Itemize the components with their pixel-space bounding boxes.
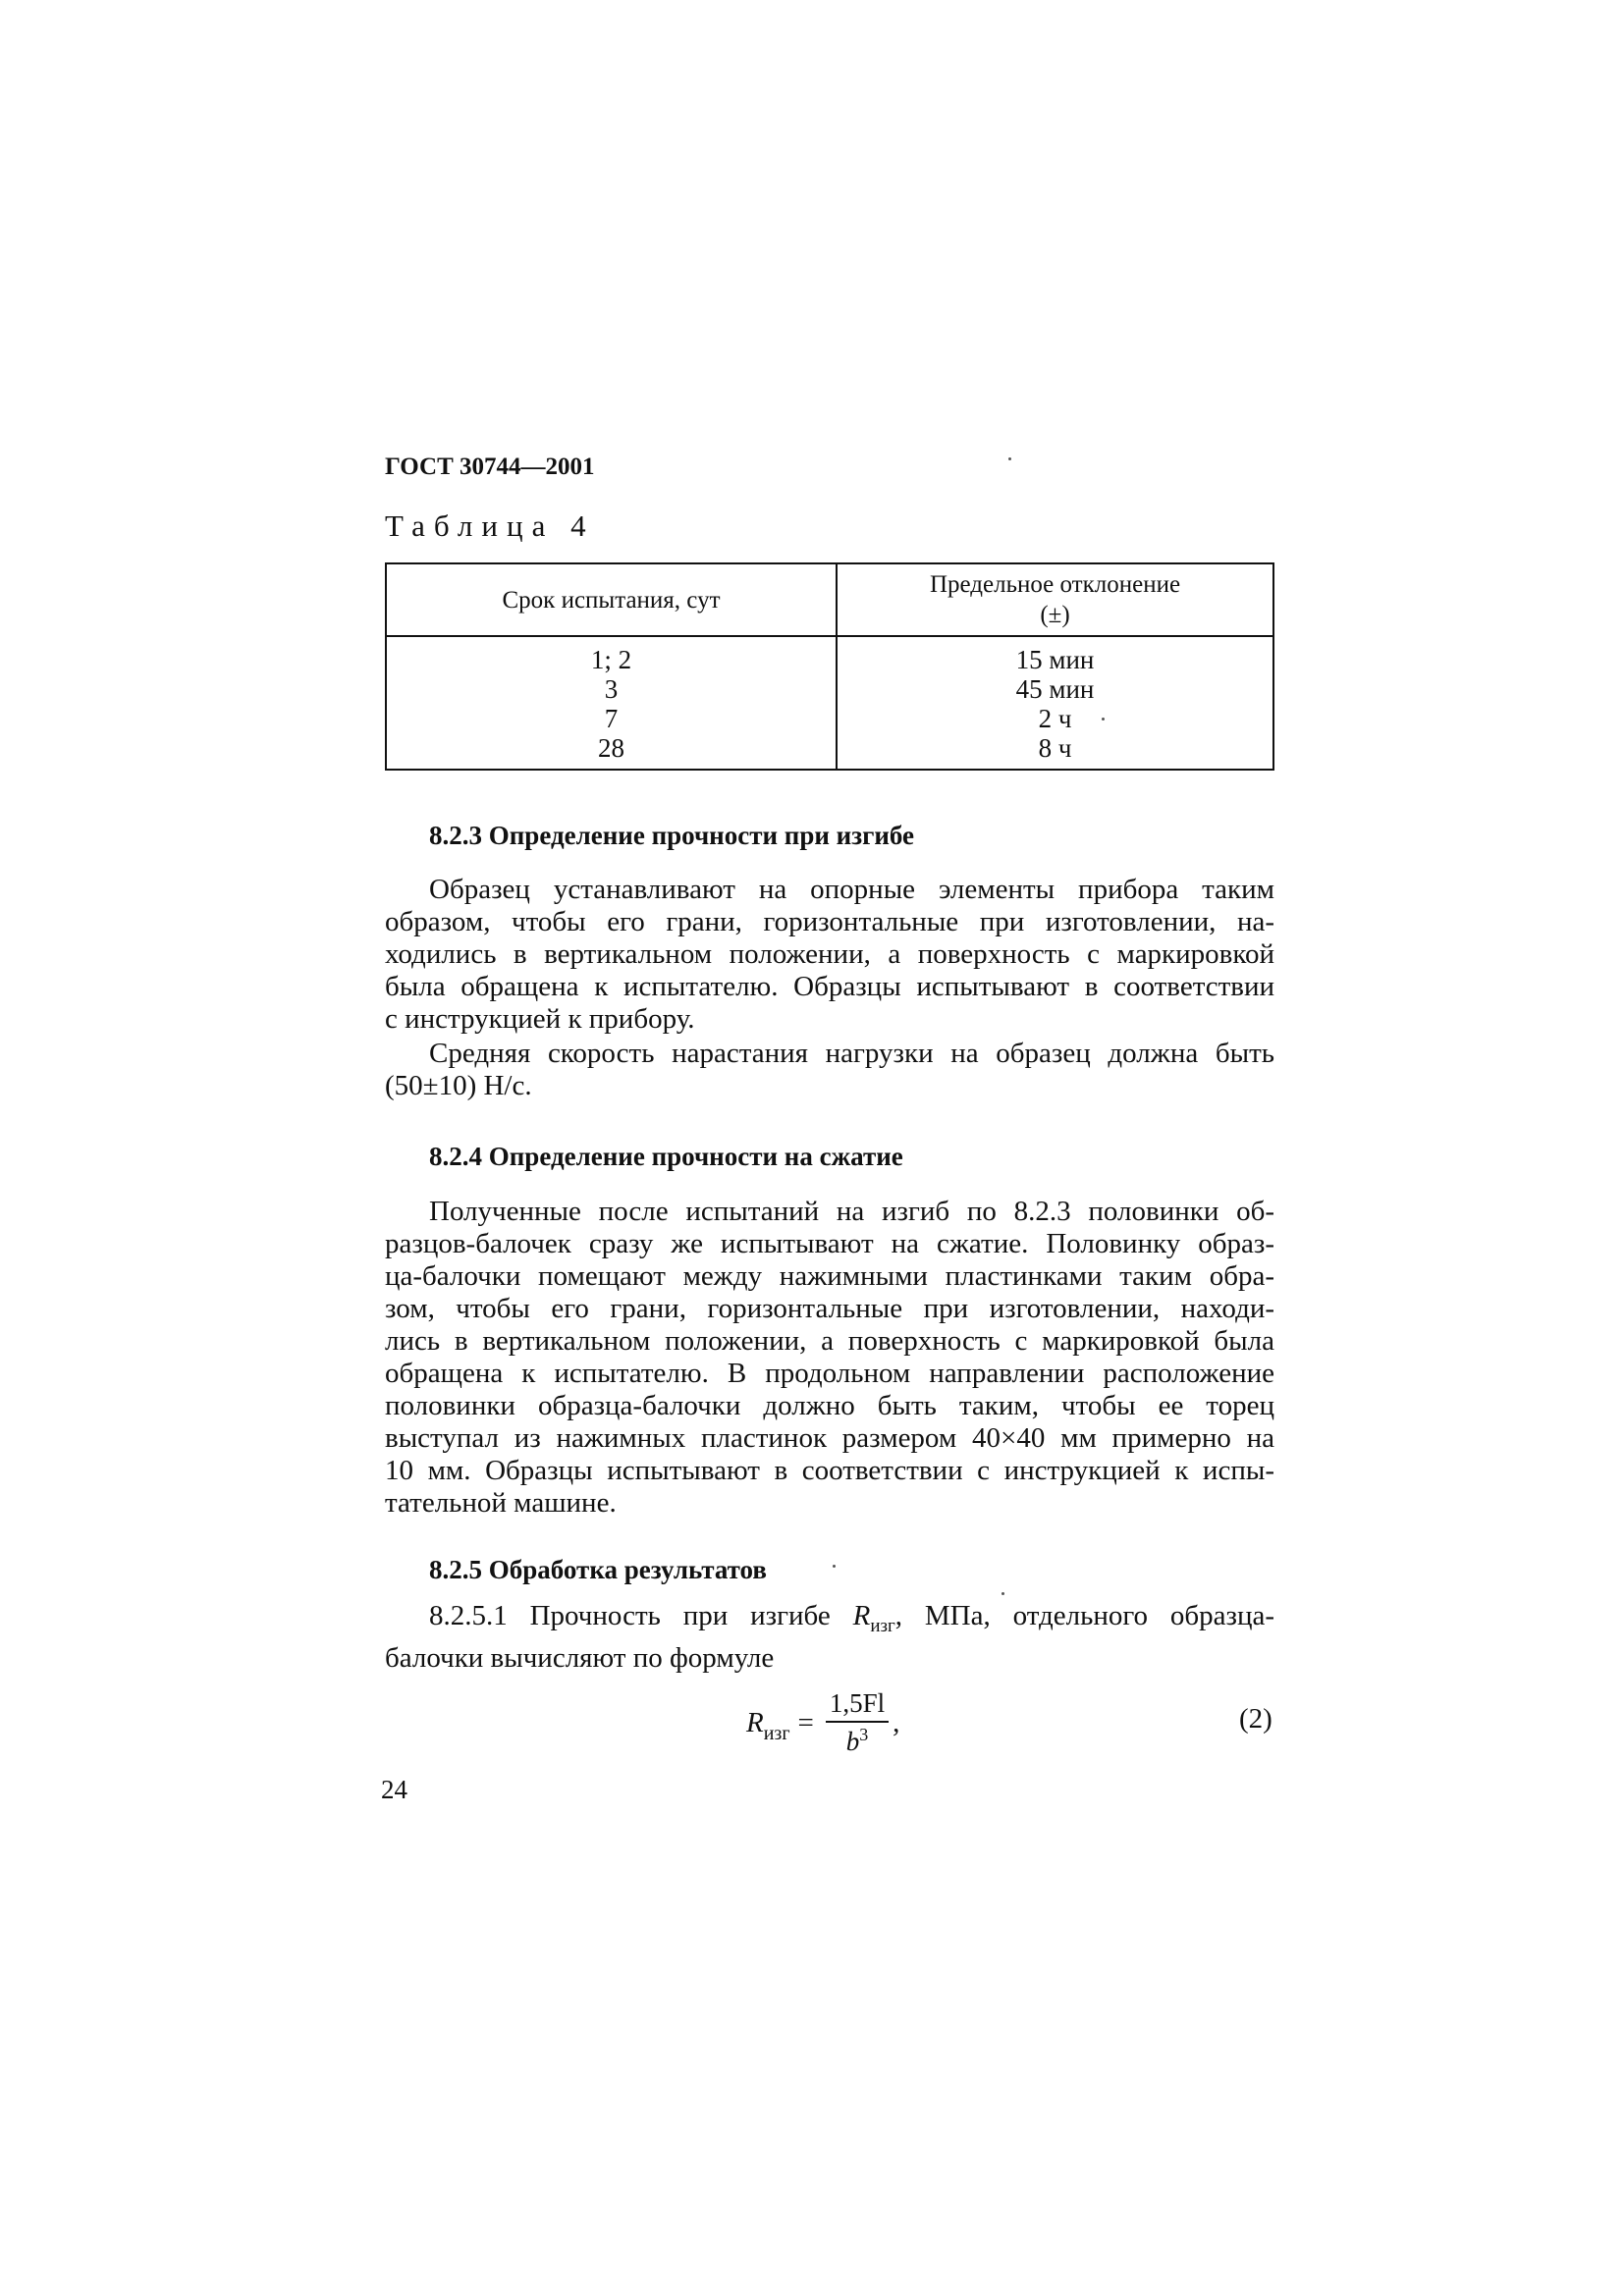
text-line: ца-балочки помещают между нажимными пластинками таким обра- [385, 1260, 1274, 1292]
page-number: 24 [381, 1775, 407, 1804]
text-line: 10 мм. Образцы испытывают в соответствии с инструкцией к испы- [385, 1455, 1274, 1486]
term-cell [386, 636, 837, 770]
formula-denominator-base: b [845, 1727, 860, 1756]
term-value: 1; 2 [590, 645, 632, 674]
deviation-value: 15 мин [1015, 645, 1095, 674]
deviation-cell [837, 636, 1273, 770]
text-line: (50±10) Н/с. [385, 1070, 532, 1101]
section-heading-8-2-5: 8.2.5 Обработка результатов [429, 1555, 767, 1584]
text-line: тательной машине. [385, 1487, 617, 1519]
tolerance-table [385, 562, 1274, 771]
text-line: зом, чтобы его грани, горизонтальные при изготовлении, находи- [385, 1293, 1274, 1324]
header-deviation [837, 563, 1273, 636]
text-line: лись в вертикальном положении, а поверхность с маркировкой была [385, 1325, 1274, 1357]
paragraph-8-2-3-1 [385, 874, 1274, 1036]
text-line: обращена к испытателю. В продольном направлении расположение [385, 1358, 1274, 1389]
scan-speck [833, 1565, 836, 1568]
scan-speck [1102, 718, 1105, 721]
text-line: Средняя скорость нарастания нагрузки на образец должна быть [429, 1038, 1274, 1069]
formula-lhs [746, 1706, 790, 1744]
paragraph-8-2-4-1 [385, 1196, 1274, 1520]
text-line: с инструкцией к прибору. [385, 1003, 695, 1035]
formula-lhs-subscript: изг [763, 1722, 790, 1744]
header-test-term [386, 563, 837, 636]
symbol-subscript: изг [870, 1615, 895, 1636]
text-line: балочки вычисляют по формуле [385, 1641, 775, 1674]
text-fragment: , МПа, отдельного образца- [894, 1600, 1274, 1631]
header-test-term-label: Срок испытания, сут [502, 586, 721, 614]
formula-numerator-text: 1,5Fl [829, 1688, 886, 1718]
text-line: Полученные после испытаний на изгиб по 8.2.3 половинки об- [429, 1196, 1274, 1227]
term-value: 3 [604, 674, 619, 704]
formula-denominator [846, 1723, 869, 1757]
table-row [386, 636, 1273, 770]
deviation-value: 8 ч [1038, 733, 1072, 763]
section-heading-8-2-3: 8.2.3 Определение прочности при изгибе [429, 821, 915, 850]
text-line: выступал из нажимных пластинок размером 40×40 мм примерно на [385, 1422, 1274, 1454]
formula-fraction [826, 1688, 889, 1757]
table-header-row [386, 563, 1273, 636]
scan-speck [1001, 1592, 1004, 1595]
header-deviation-sign: (±) [1040, 602, 1070, 628]
term-value: 7 [604, 704, 619, 733]
text-line [385, 1600, 1274, 1642]
term-value: 28 [598, 733, 624, 763]
text-line: половинки образца-балочки должно быть таким, чтобы ее торец [385, 1390, 1274, 1421]
scan-speck [1008, 457, 1011, 460]
formula-trailing-comma: , [893, 1706, 900, 1738]
formula-lhs-symbol: R [746, 1706, 764, 1738]
formula-numerator [826, 1688, 889, 1723]
deviation-value: 2 ч [1038, 704, 1072, 733]
bending-strength-formula [746, 1679, 899, 1767]
header-deviation-label: Предельное отклонение [929, 571, 1181, 598]
document-code: ГОСТ 30744—2001 [385, 454, 595, 480]
text-line: Образец устанавливают на опорные элементы прибора таким [429, 874, 1274, 905]
text-line: ходились в вертикальном положении, а поверхность с маркировкой [385, 938, 1274, 970]
formula-number: (2) [1239, 1703, 1272, 1735]
paragraph-8-2-5-1 [385, 1600, 1274, 1675]
text-fragment: 8.2.5.1 Прочность при изгибе [429, 1600, 853, 1631]
formula-denominator-exponent: 3 [859, 1725, 869, 1744]
table-caption: Таблица 4 [385, 508, 595, 543]
deviation-value: 45 мин [1015, 674, 1095, 704]
text-line: разцов-балочек сразу же испытывают на сжатие. Половинку образ- [385, 1228, 1274, 1259]
section-heading-8-2-4: 8.2.4 Определение прочности на сжатие [429, 1142, 903, 1171]
formula-equals: = [797, 1706, 814, 1738]
text-line: была обращена к испытателю. Образцы испытывают в соответствии [385, 971, 1274, 1002]
text-line: образом, чтобы его грани, горизонтальные при изготовлении, на- [385, 906, 1274, 937]
paragraph-8-2-3-2 [385, 1038, 1274, 1102]
symbol-r: R [852, 1600, 871, 1631]
